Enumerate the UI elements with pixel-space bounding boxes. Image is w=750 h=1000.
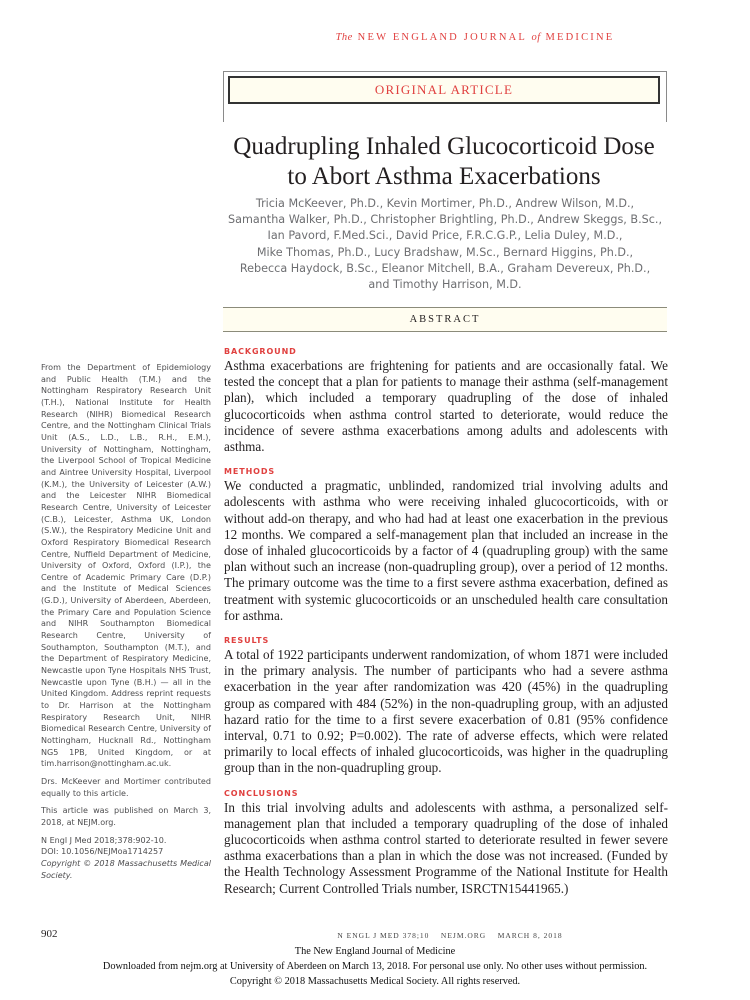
notice-journal-name: The New England Journal of Medicine [294,946,456,957]
journal-masthead [200,32,750,43]
methods-heading: METHODS [224,467,276,477]
masthead-name-1: NEW ENGLAND JOURNAL [357,32,527,43]
masthead-the: The [335,32,353,43]
abstract-body [224,346,668,908]
author-line: Samantha Walker, Ph.D., Christopher Brightling, Ph.D., Andrew Skeggs, B.Sc., [228,213,662,227]
page-number: 902 [41,928,58,940]
masthead-of: of [531,32,541,43]
background-text: Asthma exacerbations are frightening for patients and are occasionally fatal. We tested the concept that a plan for patients to manage their asthma (self-management plan), which included a temporary quadrupling of the dose of inhaled glucocorticoids when asthma control started to deteriorate, would reduce the incidence of severe asthma exacerbations among adults and adolescents with asthma. [224,358,668,455]
article-type-label: ORIGINAL ARTICLE [228,76,660,104]
background-heading: BACKGROUND [224,347,297,356]
notice-rights: Copyright © 2018 Massachusetts Medical Society. All rights reserved. [229,976,521,987]
results-heading: RESULTS [224,636,270,646]
author-line: Ian Pavord, F.Med.Sci., David Price, F.R.C.G.P., Lelia Duley, M.D., [267,229,623,243]
sidebar-copyright: Copyright © 2018 Massachusetts Medical Society. [41,858,211,880]
author-line: and Timothy Harrison, M.D. [368,278,522,292]
article-title [220,132,668,192]
footer-citation: N ENGL J MED 378;10 NEJM.ORG MARCH 8, 2018 [337,931,563,940]
methods-text: We conducted a pragmatic, unblinded, randomized trial involving adults and adolescents with asthma who were receiving inhaled glucocorticoids, with or without add-on therapy, and who had had at least one exacerbation in the previous 12 months. We compared a self-management plan that included an increase in the dose of inhaled glucocorticoids by a factor of 4 (quadrupling group) with the same plan without such an increase (non-quadrupling group), over a period of 12 months. The primary outcome was the time to a first severe asthma exacerbation, defined as treatment with systemic glucocorticoids or an unscheduled health care consultation for asthma. [224,478,668,623]
affiliations-text: From the Department of Epidemiology and Public Health (T.M.) and the Nottingham Respiratory Research Unit (T.H.), National Institute for Health Research (NIHR) Biomedical Research Centre, and the Nottingham Clinical Trials Unit (A.S., L.D., L.B., R.H., E.M.), University of Nottingham, Nottingham, the Liverpool School of Tropical Medicine and Aintree University Hospital, Liverpool (K.M.), the University of Leicester (A.W.) and the Leicester NIHR Biomedical Research Centre, University of Leicester (C.B.), Leicester, Asthma UK, London (S.W.), the Respiratory Medicine Unit and Oxford Respiratory Biomedical Research Centre, Nuffield Department of Medicine, University of Oxford, Oxford (I.P.), the Centre of Academic Primary Care (D.P.) and the Institute of Medical Sciences (G.D.), University of Aberdeen, Aberdeen, the Primary Care and Population Science and NIHR Southampton Biomedical Research Centre, University of Southampton, Southampton (M.T.), and the Department of Respiratory Medicine, Newcastle upon Tyne Hospitals NHS Trust, Newcastle upon Tyne (B.H.) — all in the United Kingdom. Address reprint requests to Dr. Harrison at the Nottingham Respiratory Research Unit, NIHR Biomedical Research Centre, University of Nottingham, Hucknall Rd., Nottingham NG5 1PB, United Kingdom, or at tim.harrison@nottingham.ac.uk. [41,363,211,769]
title-line-1: Quadrupling Inhaled Glucocorticoid Dose [233,133,655,160]
citation-block [41,835,211,882]
affiliations-sidebar [41,362,211,881]
author-line: Rebecca Haydock, B.Sc., Eleanor Mitchell, B.A., Graham Devereux, Ph.D., [239,261,651,275]
download-notice [0,944,750,989]
conclusions-text: In this trial involving adults and adolescents with asthma, a personalized self-management plan that included a temporary quadrupling of the dose of inhaled glucocorticoids when asthma control started to deteriorate resulted in fewer severe asthma exacerbations than a plan in which the dose was not increased. (Funded by the Health Technology Assessment Programme of the National Institute for Health Research; Current Controlled Trials number, ISRCTN15441965.) [224,799,668,896]
title-line-2: to Abort Asthma Exacerbations [287,163,601,190]
publication-note: This article was published on March 3, 2018, at NEJM.org. [41,806,211,827]
abstract-header: ABSTRACT [223,307,667,332]
author-line: Tricia McKeever, Ph.D., Kevin Mortimer, Ph.D., Andrew Wilson, M.D., [255,197,635,210]
journal-citation: N Engl J Med 2018;378:902-10. [41,835,167,845]
conclusions-heading: CONCLUSIONS [224,788,299,798]
doi: DOI: 10.1056/NEJMoa1714257 [41,847,164,857]
author-line: Mike Thomas, Ph.D., Lucy Bradshaw, M.Sc., Bernard Higgins, Ph.D., [256,245,634,259]
results-text: A total of 1922 participants underwent randomization, of whom 1871 were included in the primary analysis. The number of participants who had a severe asthma exacerbation in the year after randomization was 420 (45%) in the quadrupling group as compared with 484 (52%) in the non-quadrupling group, with an adjusted hazard ratio for the time to a first severe exacerbation of 0.81 (95% confidence interval, 0.71 to 0.92; P=0.002). The rate of adverse effects, which were related primarily to local effects of inhaled glucocorticoids, was higher in the quadrupling group than in the non-quadrupling group. [224,647,668,776]
masthead-name-2: MEDICINE [545,32,615,43]
notice-download: Downloaded from nejm.org at University of Aberdeen on March 13, 2018. For personal use only. No other uses without permission. [102,961,648,972]
contribution-note: Drs. McKeever and Mortimer contributed equally to this article. [41,776,211,798]
author-list [225,196,665,293]
